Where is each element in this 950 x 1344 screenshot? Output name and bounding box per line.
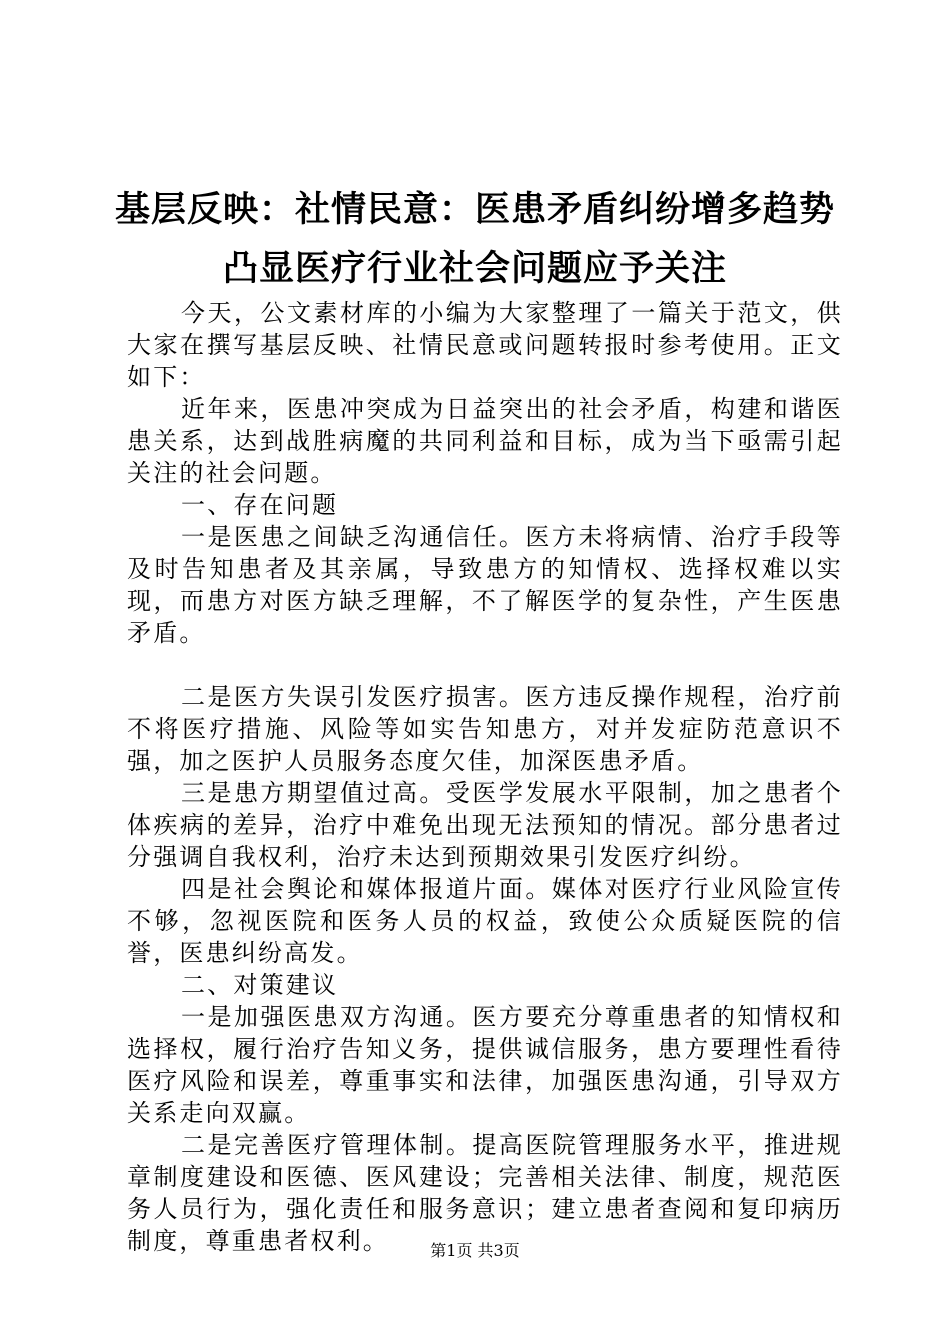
paragraph-problem-4: 四是社会舆论和媒体报道片面。媒体对医疗行业风险宣传不够，忽视医院和医务人员的权益，致使公众质疑医院的信誉，医患纠纷高发。: [127, 875, 843, 967]
paragraph-problem-3: 三是患方期望值过高。受医学发展水平限制，加之患者个体疾病的差异，治疗中难免出现无法预知的情况。部分患者过分强调自我权利，治疗未达到预期效果引发医疗纠纷。: [127, 779, 843, 871]
section-heading-problems: 一、存在问题: [181, 491, 339, 519]
section-heading-suggestions: 二、对策建议: [181, 971, 339, 999]
paragraph-background: 近年来，医患冲突成为日益突出的社会矛盾，构建和谐医患关系，达到战胜病魔的共同利益和目标，成为当下亟需引起关注的社会问题。: [127, 395, 843, 487]
document-title-line-2: 凸显医疗行业社会问题应予关注: [222, 249, 727, 289]
paragraph-problem-2: 二是医方失误引发医疗损害。医方违反操作规程，治疗前不将医疗措施、风险等如实告知患方，对并发症防范意识不强，加之医护人员服务态度欠佳，加深医患矛盾。: [127, 683, 843, 775]
paragraph-spacer: [127, 649, 843, 681]
paragraph-suggestion-2: 二是完善医疗管理体制。提高医院管理服务水平，推进规章制度建设和医德、医风建设；完善相关法律、制度，规范医务人员行为，强化责任和服务意识；建立患者查阅和复印病历制度，尊重患者权利。: [127, 1131, 843, 1255]
paragraph-intro: 今天，公文素材库的小编为大家整理了一篇关于范文，供大家在撰写基层反映、社情民意或问题转报时参考使用。正文如下：: [127, 299, 843, 391]
paragraph-problem-1: 一是医患之间缺乏沟通信任。医方未将病情、治疗手段等及时告知患者及其亲属，导致患方的知情权、选择权难以实现，而患方对医方缺乏理解，不了解医学的复杂性，产生医患矛盾。: [127, 523, 843, 647]
paragraph-suggestion-1: 一是加强医患双方沟通。医方要充分尊重患者的知情权和选择权，履行治疗告知义务，提供诚信服务，患方要理性看待医疗风险和误差，尊重事实和法律，加强医患沟通，引导双方关系走向双赢。: [127, 1003, 843, 1127]
document-body: [127, 297, 843, 1257]
document-title-line-1: 基层反映：社情民意：医患矛盾纠纷增多趋势: [114, 190, 835, 230]
page-indicator: 第1页 共3页: [430, 1241, 520, 1260]
